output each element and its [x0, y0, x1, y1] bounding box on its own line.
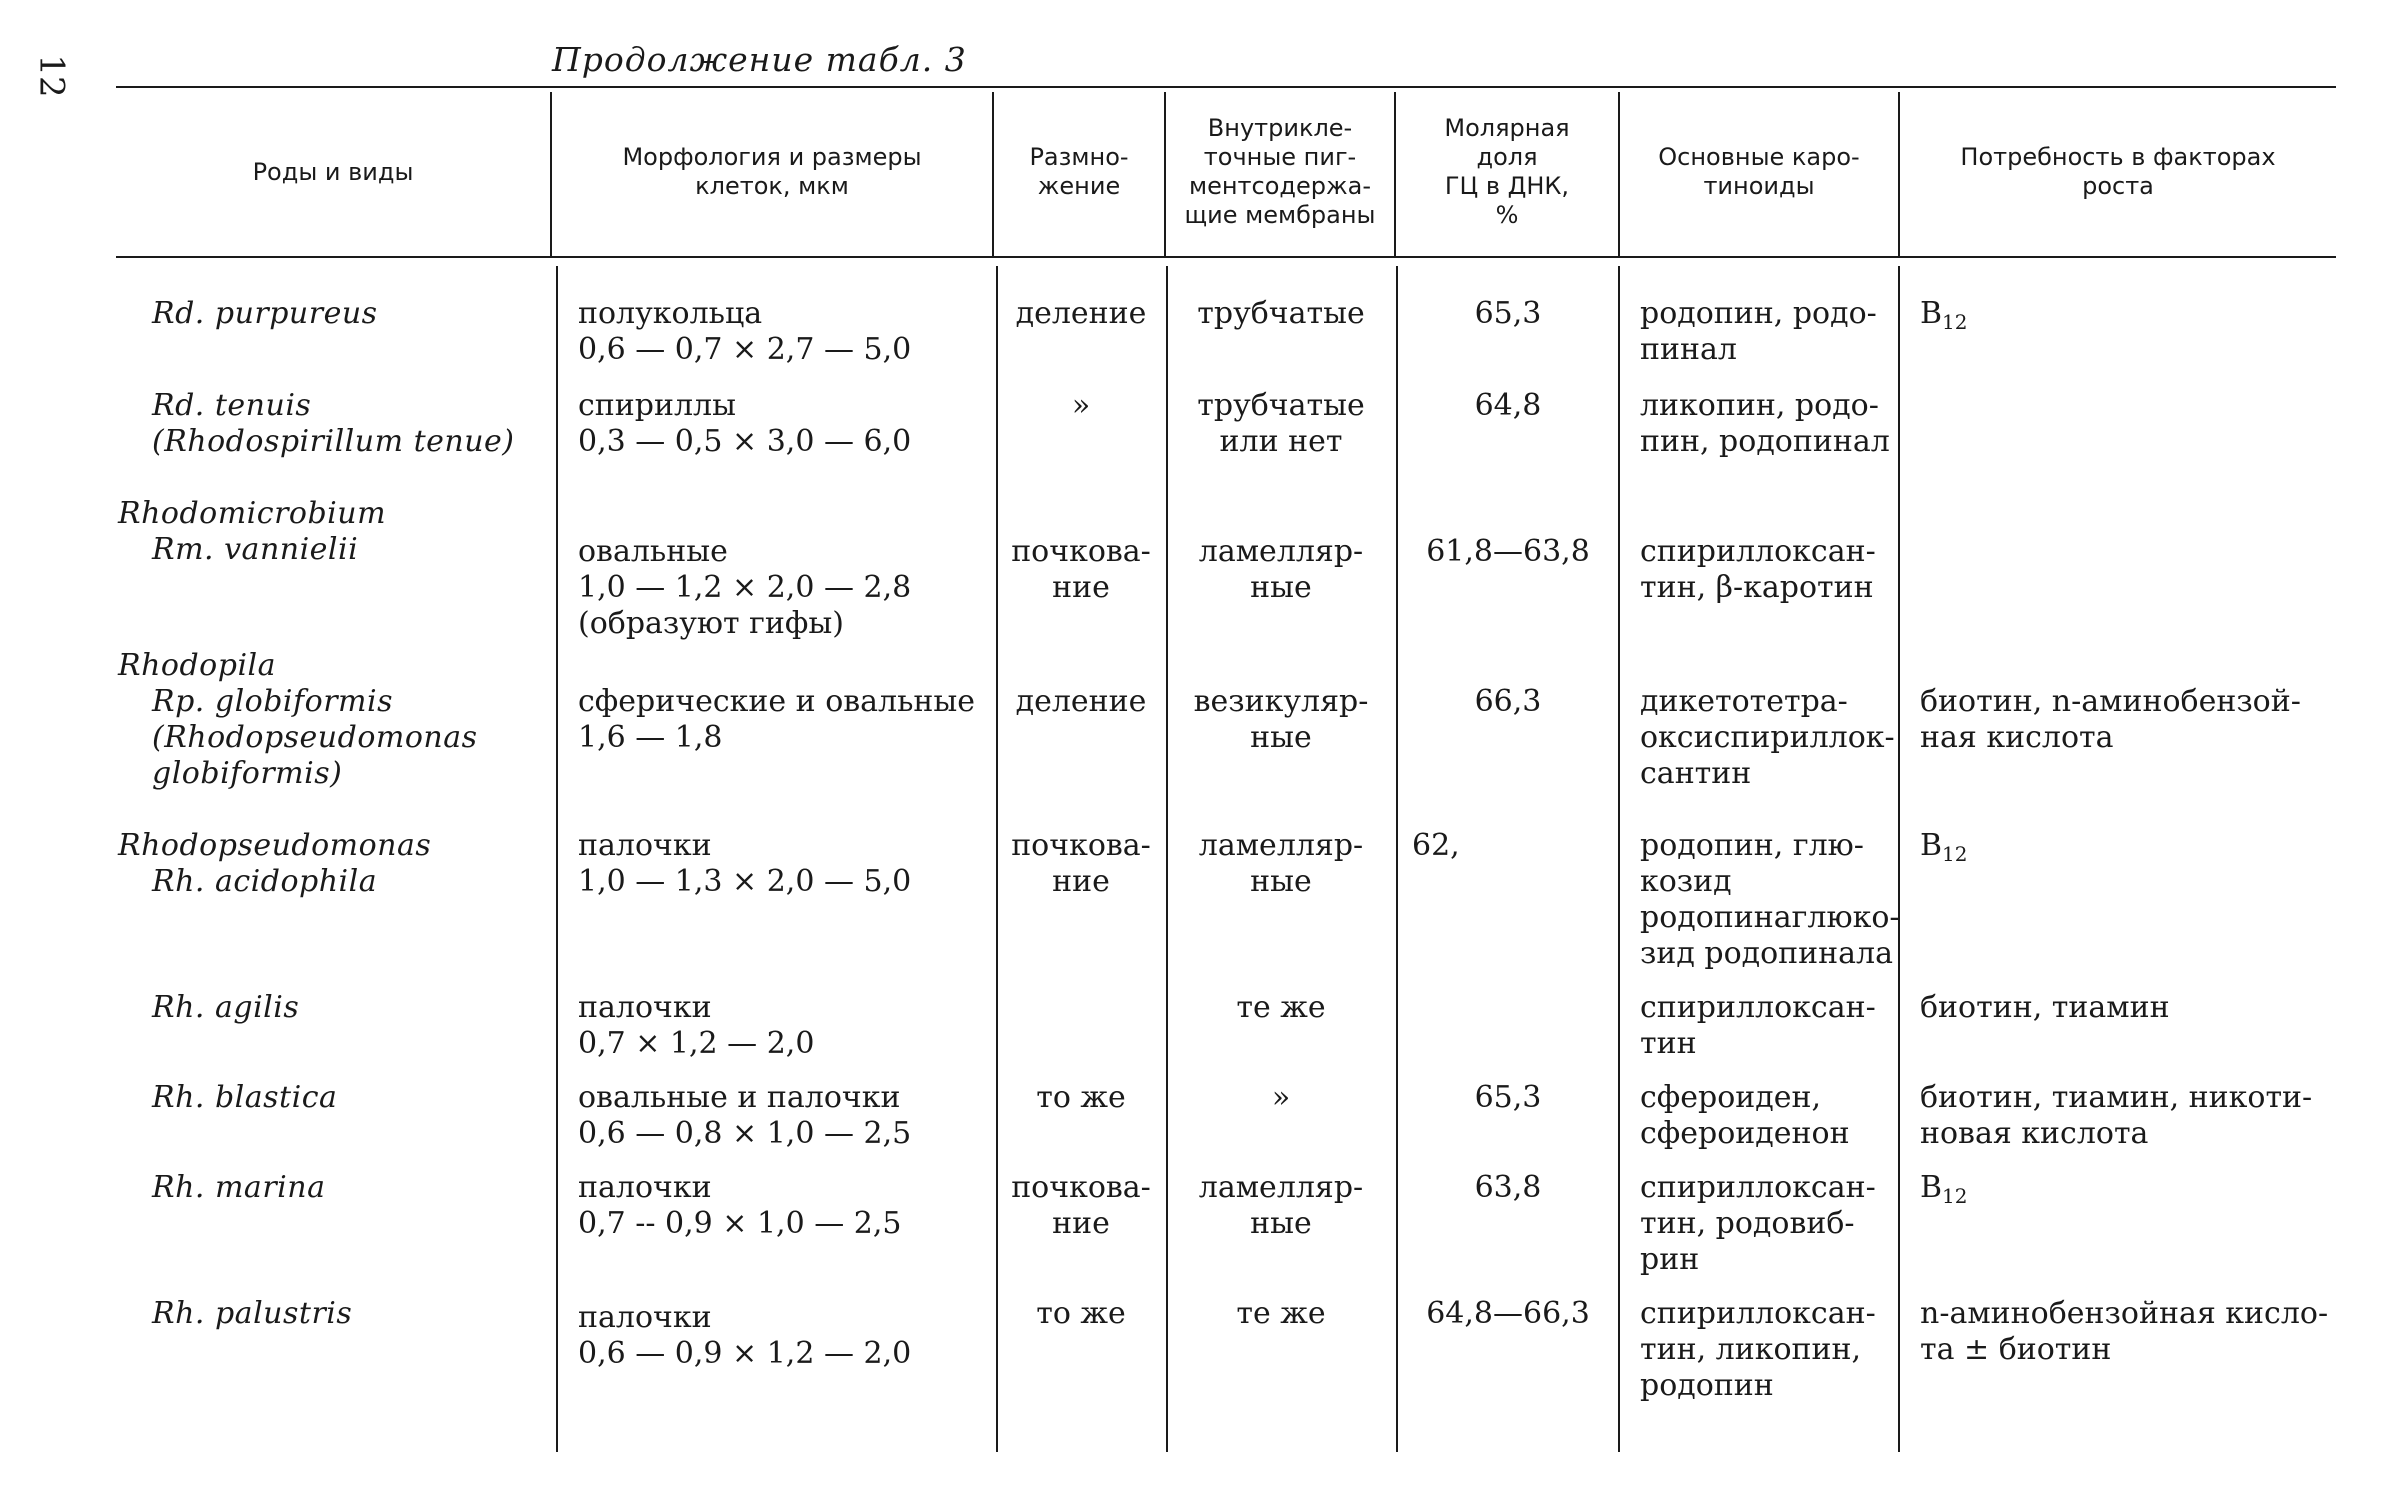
reproduction-cell: то же [1036, 1080, 1126, 1115]
column-divider [1396, 266, 1398, 1452]
genus-name: Rhodomicrobium [118, 496, 387, 531]
growth-factors-cell: биотин, n-аминобензой- ная кислота [1920, 684, 2301, 755]
reproduction-cell: почкова- ние [1011, 828, 1151, 899]
carotenoids-cell: родопин, родо- пинал [1640, 296, 1877, 367]
membranes-cell: трубчатые или нет [1197, 388, 1365, 459]
column-divider [1618, 266, 1620, 1452]
morphology-cell: палочки 0,7 -- 0,9 × 1,0 — 2,5 [578, 1170, 902, 1241]
species-name: Rp. globiformis (Rhodopseudomonas globiformis) [152, 684, 478, 791]
carotenoids-cell: родопин, глю- козид родопинаглюко- зид родопинала [1640, 828, 1900, 971]
growth-factors-cell: n-аминобензойная кисло- та ± биотин [1920, 1296, 2329, 1367]
genus-name: Rhodopila [118, 648, 277, 683]
species-name: Rh. blastica [152, 1080, 338, 1115]
carotenoids-cell: спириллоксан- тин, β-каротин [1640, 534, 1876, 605]
growth-factors-cell: биотин, тиамин [1920, 990, 2170, 1025]
growth-factors-cell: $B_{12}$ [1920, 828, 1968, 866]
reproduction-cell: » [1071, 388, 1091, 423]
membranes-cell: везикуляр- ные [1193, 684, 1369, 755]
membranes-cell: ламелляр- ные [1198, 828, 1364, 899]
growth-factors-cell: $B_{12}$ [1920, 296, 1968, 334]
species-name: Rd. tenuis (Rhodospirillum tenue) [152, 388, 515, 459]
gc-cell: 61,8—63,8 [1426, 534, 1590, 569]
species-name: Rm. vannielii [152, 532, 359, 567]
species-name: Rd. purpureus [152, 296, 378, 331]
gc-cell: 64,8 [1474, 388, 1542, 423]
reproduction-cell: почкова- ние [1011, 1170, 1151, 1241]
reproduction-cell: то же [1036, 1296, 1126, 1331]
gc-cell: 62, [1412, 828, 1460, 863]
reproduction-cell: почкова- ние [1011, 534, 1151, 605]
morphology-cell: палочки 1,0 — 1,3 × 2,0 — 5,0 [578, 828, 912, 899]
growth-factors-cell: $B_{12}$ [1920, 1170, 1968, 1208]
growth-factors-cell: биотин, тиамин, никоти- новая кислота [1920, 1080, 2313, 1151]
membranes-cell: ламелляр- ные [1198, 1170, 1364, 1241]
gc-cell: 65,3 [1474, 296, 1542, 331]
membranes-cell: те же [1236, 1296, 1326, 1331]
gc-cell: 66,3 [1474, 684, 1542, 719]
carotenoids-cell: спириллоксан- тин [1640, 990, 1876, 1061]
membranes-cell: те же [1236, 990, 1326, 1025]
carotenoids-cell: дикетотетра- оксиспириллок- сантин [1640, 684, 1895, 791]
species-name: Rh. acidophila [152, 864, 378, 899]
gc-cell: 63,8 [1474, 1170, 1542, 1205]
morphology-cell: сферические и овальные 1,6 — 1,8 [578, 684, 976, 755]
reproduction-cell: деление [1015, 296, 1147, 331]
column-divider [556, 266, 558, 1452]
header-membranes: Внутрикле- точные пиг- ментсодержа- щие мембраны [1184, 114, 1376, 229]
header-growth-factors: Потребность в факторах роста [1960, 143, 2276, 200]
morphology-cell: полукольца 0,6 — 0,7 × 2,7 — 5,0 [578, 296, 912, 367]
species-name: Rh. agilis [152, 990, 300, 1025]
page-number: 12 [31, 54, 72, 98]
morphology-cell: спириллы 0,3 — 0,5 × 3,0 — 6,0 [578, 388, 912, 459]
top-rule [116, 86, 2336, 88]
gc-cell: 64,8—66,3 [1426, 1296, 1590, 1331]
carotenoids-cell: спириллоксан- тин, родовиб- рин [1640, 1170, 1876, 1277]
header-morphology: Морфология и размеры клеток, мкм [622, 143, 922, 200]
membranes-cell: » [1271, 1080, 1291, 1115]
header-carotenoids: Основные каро- тиноиды [1658, 143, 1860, 200]
species-name: Rh. palustris [152, 1296, 353, 1331]
morphology-cell: овальные 1,0 — 1,2 × 2,0 — 2,8 (образуют гифы) [578, 534, 912, 641]
genus-name: Rhodopseudomonas [118, 828, 432, 863]
morphology-cell: палочки 0,6 — 0,9 × 1,2 — 2,0 [578, 1300, 912, 1371]
header-gc-content: Молярная доля ГЦ в ДНК, % [1444, 114, 1570, 229]
gc-cell: 65,3 [1474, 1080, 1542, 1115]
table-caption: Продолжение табл. 3 [552, 40, 967, 79]
carotenoids-cell: сфероиден, сфероиденон [1640, 1080, 1850, 1151]
membranes-cell: ламелляр- ные [1198, 534, 1364, 605]
header-reproduction: Размно- жение [1029, 143, 1129, 200]
header-species: Роды и виды [252, 157, 414, 186]
reproduction-cell: деление [1015, 684, 1147, 719]
morphology-cell: овальные и палочки 0,6 — 0,8 × 1,0 — 2,5 [578, 1080, 912, 1151]
carotenoids-cell: спириллоксан- тин, ликопин, родопин [1640, 1296, 1876, 1403]
membranes-cell: трубчатые [1197, 296, 1365, 331]
morphology-cell: палочки 0,7 × 1,2 — 2,0 [578, 990, 815, 1061]
header-bottom-rule [116, 256, 2336, 258]
carotenoids-cell: ликопин, родо- пин, родопинал [1640, 388, 1890, 459]
species-name: Rh. marina [152, 1170, 326, 1205]
